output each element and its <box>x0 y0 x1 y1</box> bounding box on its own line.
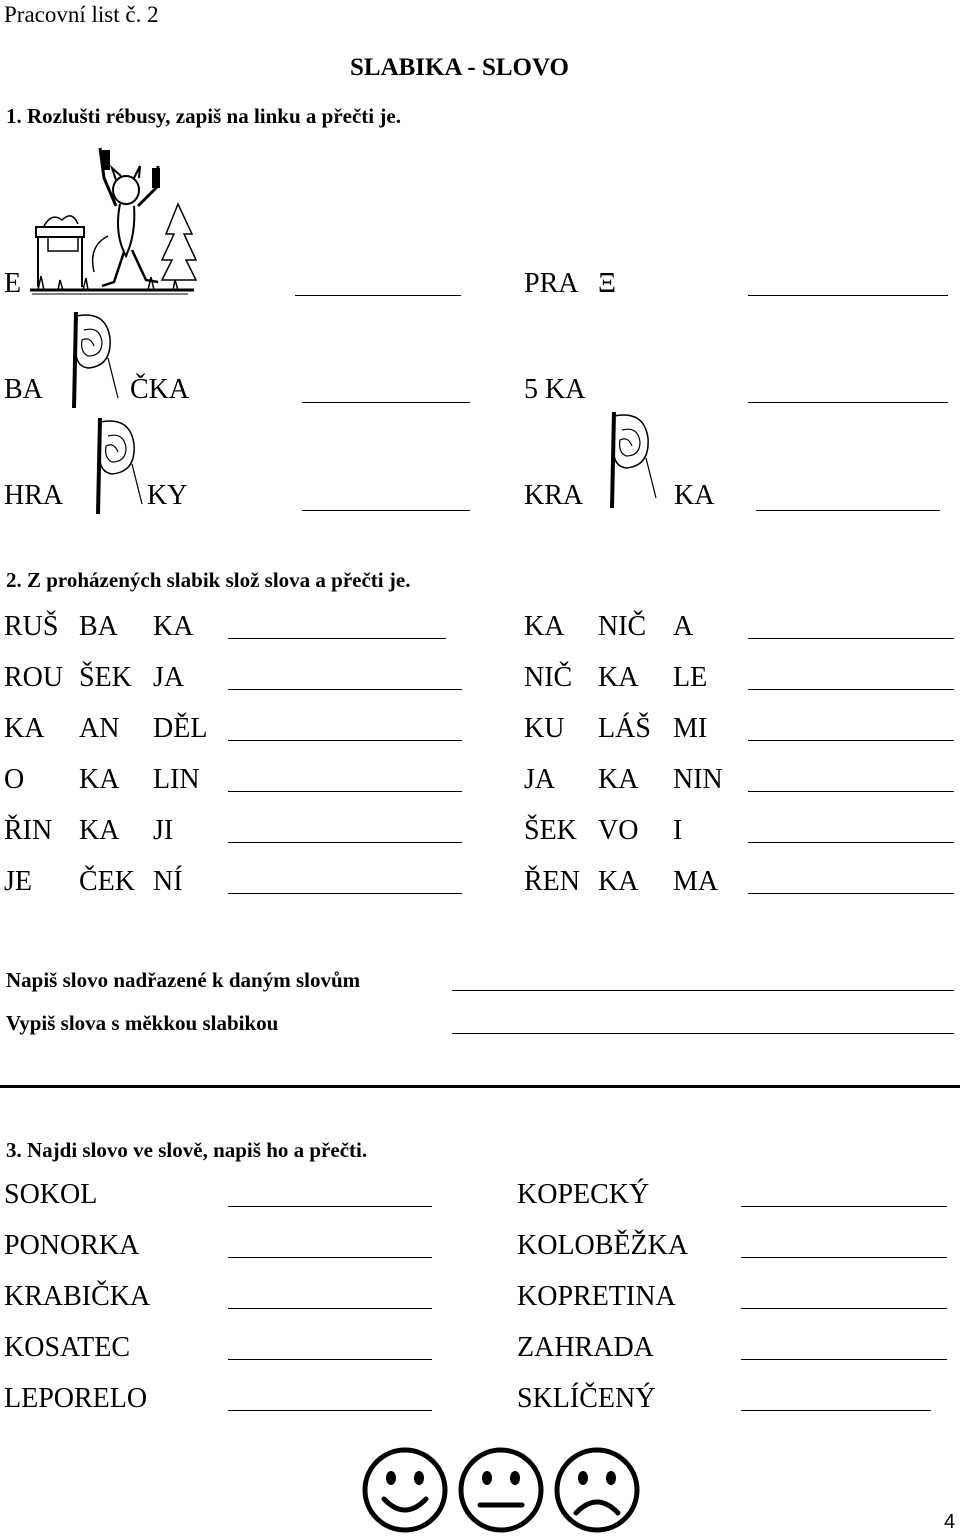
syllable: NIN <box>673 764 723 795</box>
task2-extra-superordinate: Napiš slovo nadřazené k daným slovům <box>6 968 361 992</box>
syllable: KA <box>153 611 194 642</box>
rebus-text: ČKA <box>130 374 190 405</box>
answer-line[interactable] <box>302 402 470 403</box>
syllable: JA <box>524 764 556 795</box>
answer-line[interactable] <box>741 1308 947 1309</box>
word: KRABIČKA <box>4 1281 151 1312</box>
answer-line[interactable] <box>741 1206 947 1207</box>
syllable: KA <box>598 764 639 795</box>
answer-line[interactable] <box>748 402 948 403</box>
rebus-text: KRA <box>524 480 584 511</box>
answer-line[interactable] <box>228 791 462 792</box>
syllable: LE <box>673 662 708 693</box>
answer-line[interactable] <box>228 893 462 894</box>
page-number: 4 <box>944 1511 956 1533</box>
answer-line[interactable] <box>741 1359 947 1360</box>
word: ZAHRADA <box>517 1332 654 1363</box>
answer-line[interactable] <box>748 689 954 690</box>
syllable: MA <box>673 866 719 897</box>
answer-line[interactable] <box>228 1206 432 1207</box>
sad-face-icon[interactable] <box>552 1445 642 1535</box>
answer-line[interactable] <box>748 791 954 792</box>
syllable: ŠEK <box>79 662 132 693</box>
syllable: JI <box>153 815 174 846</box>
worksheet-label: Pracovní list č. 2 <box>4 2 159 27</box>
syllable: LIN <box>153 764 200 795</box>
whip-icon <box>68 308 120 412</box>
syllable: O <box>4 764 25 795</box>
word: LEPORELO <box>4 1383 148 1414</box>
syllable: ŘIN <box>4 815 53 846</box>
answer-line[interactable] <box>228 740 462 741</box>
syllable: VO <box>598 815 639 846</box>
syllable: KA <box>4 713 45 744</box>
syllable: MI <box>673 713 708 744</box>
word: KOSATEC <box>4 1332 131 1363</box>
syllable: ČEK <box>79 866 135 897</box>
page-title: SLABIKA - SLOVO <box>350 54 570 81</box>
task2-extra-soft-syllable: Vypiš slova s měkkou slabikou <box>6 1011 279 1035</box>
syllable: A <box>673 611 694 642</box>
answer-line[interactable] <box>741 1410 931 1411</box>
syllable: I <box>673 815 683 846</box>
word: SKLÍČENÝ <box>517 1383 656 1414</box>
task3-heading: 3. Najdi slovo ve slově, napiš ho a přečti. <box>6 1138 368 1162</box>
rebus-text: 5 KA <box>524 374 586 405</box>
syllable: KA <box>598 866 639 897</box>
answer-line[interactable] <box>452 990 954 991</box>
answer-line[interactable] <box>748 295 948 296</box>
syllable: KA <box>79 815 120 846</box>
syllable: RUŠ <box>4 611 59 642</box>
syllable: BA <box>79 611 118 642</box>
rebus-text: KY <box>147 480 188 511</box>
answer-line[interactable] <box>228 842 462 843</box>
rebus-text: PRA <box>524 268 579 299</box>
syllable: ROU <box>4 662 64 693</box>
answer-line[interactable] <box>452 1033 954 1034</box>
whip-icon <box>604 408 660 512</box>
whip-icon <box>92 414 144 518</box>
syllable: KA <box>598 662 639 693</box>
answer-line[interactable] <box>295 295 461 296</box>
answer-line[interactable] <box>748 638 954 639</box>
answer-line[interactable] <box>228 689 462 690</box>
answer-line[interactable] <box>228 1308 432 1309</box>
section-divider <box>0 1085 960 1088</box>
answer-line[interactable] <box>741 1257 947 1258</box>
syllable: DĚL <box>153 713 208 744</box>
rebus-symbol: Ξ <box>598 268 617 299</box>
rebus-text: BA <box>4 374 43 405</box>
rebus-text: HRA <box>4 480 64 511</box>
word: SOKOL <box>4 1179 98 1210</box>
syllable: KA <box>79 764 120 795</box>
dancing-fox-picture <box>28 142 196 297</box>
answer-line[interactable] <box>228 1359 432 1360</box>
word: KOPRETINA <box>517 1281 676 1312</box>
answer-line[interactable] <box>228 1257 432 1258</box>
answer-line[interactable] <box>756 510 940 511</box>
syllable: NÍ <box>153 866 183 897</box>
answer-line[interactable] <box>228 1410 432 1411</box>
syllable: NIČ <box>524 662 573 693</box>
answer-line[interactable] <box>748 842 954 843</box>
word: KOLOBĚŽKA <box>517 1230 689 1261</box>
syllable: ŘEN <box>524 866 580 897</box>
neutral-face-icon[interactable] <box>456 1445 546 1535</box>
syllable: AN <box>79 713 120 744</box>
syllable: KU <box>524 713 565 744</box>
answer-line[interactable] <box>748 893 954 894</box>
syllable: LÁŠ <box>598 713 651 744</box>
word: KOPECKÝ <box>517 1179 650 1210</box>
task1-heading: 1. Rozlušti rébusy, zapiš na linku a přečti je. <box>6 104 401 128</box>
answer-line[interactable] <box>228 638 446 639</box>
syllable: NIČ <box>598 611 647 642</box>
task2-heading: 2. Z proházených slabik slož slova a přečti je. <box>6 568 411 592</box>
answer-line[interactable] <box>748 740 954 741</box>
syllable: ŠEK <box>524 815 577 846</box>
word: PONORKA <box>4 1230 140 1261</box>
smile-face-icon[interactable] <box>360 1445 450 1535</box>
syllable: JA <box>153 662 185 693</box>
rebus-text: KA <box>674 480 715 511</box>
answer-line[interactable] <box>302 510 470 511</box>
syllable: KA <box>524 611 565 642</box>
rebus-text: E <box>4 268 22 299</box>
syllable: JE <box>4 866 32 897</box>
